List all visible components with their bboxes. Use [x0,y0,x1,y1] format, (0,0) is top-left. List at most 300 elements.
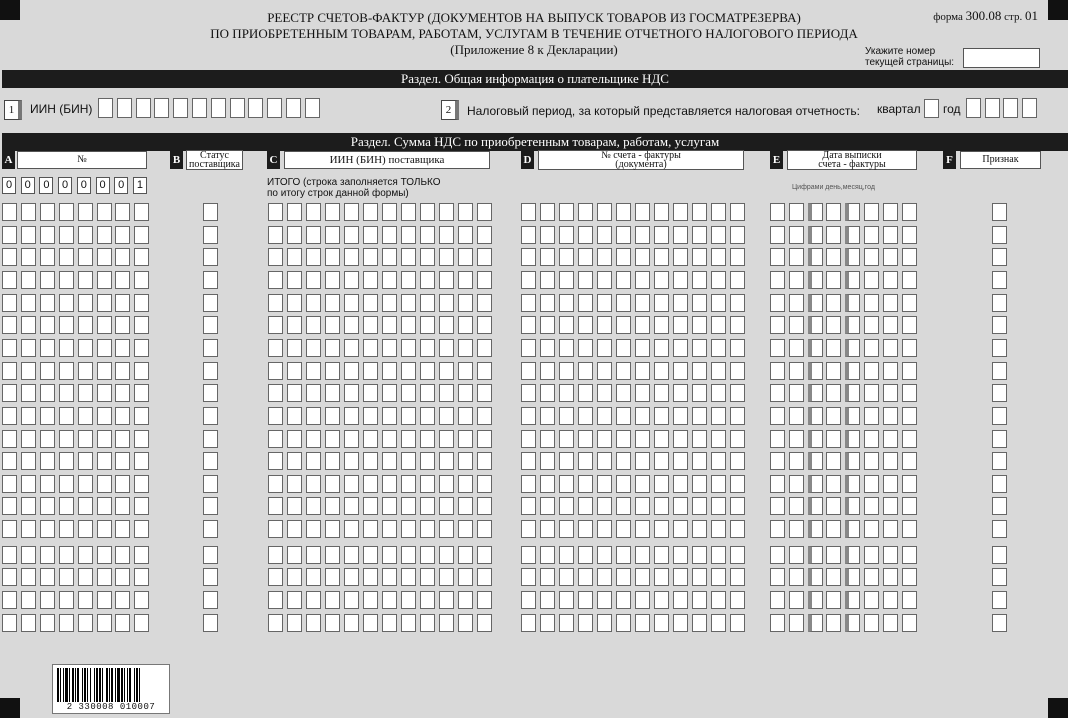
supplier-iin-cell[interactable] [268,294,283,312]
invoice-date-cell[interactable] [826,475,841,493]
number-digit-cell[interactable] [78,316,93,334]
number-digit-cell[interactable] [134,362,149,380]
supplier-iin-cell[interactable] [439,294,454,312]
invoice-date-cell[interactable] [864,294,879,312]
supplier-iin-cell[interactable] [401,568,416,586]
supplier-iin-cell[interactable] [458,407,473,425]
number-digit-cell[interactable] [40,407,55,425]
invoice-number-cell[interactable] [559,546,574,564]
invoice-date-cell[interactable] [808,294,823,312]
flag-cell[interactable] [992,248,1007,266]
invoice-date-cell[interactable] [883,430,898,448]
number-digit-cell[interactable] [2,339,17,357]
number-digit-cell[interactable] [97,430,112,448]
invoice-date-cell[interactable] [902,614,917,632]
invoice-number-cell[interactable] [597,226,612,244]
invoice-date-cell[interactable] [845,475,860,493]
number-digit-cell[interactable] [21,568,36,586]
invoice-number-cell[interactable] [616,271,631,289]
invoice-number-cell[interactable] [654,226,669,244]
invoice-date-cell[interactable] [789,271,804,289]
invoice-date-cell[interactable] [845,614,860,632]
invoice-date-cell[interactable] [826,407,841,425]
number-digit-cell[interactable] [97,614,112,632]
supplier-iin-cell[interactable] [458,452,473,470]
invoice-number-cell[interactable] [673,520,688,538]
number-digit-cell[interactable] [2,475,17,493]
supplier-iin-cell[interactable] [477,339,492,357]
number-digit-cell[interactable] [115,407,130,425]
supplier-iin-cell[interactable] [325,271,340,289]
supplier-iin-cell[interactable] [420,271,435,289]
supplier-iin-cell[interactable] [420,591,435,609]
number-digit-cell[interactable] [134,614,149,632]
number-digit-cell[interactable] [21,362,36,380]
invoice-number-cell[interactable] [521,316,536,334]
supplier-iin-cell[interactable] [439,316,454,334]
number-digit-cell[interactable] [97,384,112,402]
invoice-number-cell[interactable] [635,452,650,470]
supplier-iin-cell[interactable] [287,407,302,425]
supplier-iin-cell[interactable] [363,339,378,357]
number-digit-cell[interactable] [21,248,36,266]
supplier-iin-cell[interactable] [458,248,473,266]
invoice-date-cell[interactable] [789,248,804,266]
invoice-number-cell[interactable] [635,226,650,244]
supplier-iin-cell[interactable] [306,271,321,289]
invoice-number-cell[interactable] [616,226,631,244]
invoice-number-cell[interactable] [654,546,669,564]
invoice-number-cell[interactable] [654,271,669,289]
supplier-iin-cell[interactable] [344,614,359,632]
supplier-status-cell[interactable] [203,407,218,425]
invoice-number-cell[interactable] [692,294,707,312]
supplier-iin-cell[interactable] [458,203,473,221]
supplier-iin-cell[interactable] [401,430,416,448]
supplier-iin-cell[interactable] [420,520,435,538]
invoice-number-cell[interactable] [597,591,612,609]
supplier-iin-cell[interactable] [363,294,378,312]
supplier-status-cell[interactable] [203,568,218,586]
supplier-iin-cell[interactable] [268,430,283,448]
flag-cell[interactable] [992,520,1007,538]
number-digit-cell[interactable] [115,614,130,632]
invoice-number-cell[interactable] [521,339,536,357]
supplier-status-cell[interactable] [203,497,218,515]
supplier-iin-cell[interactable] [268,520,283,538]
supplier-iin-cell[interactable] [287,568,302,586]
invoice-date-cell[interactable] [826,546,841,564]
invoice-number-cell[interactable] [673,452,688,470]
supplier-iin-cell[interactable] [477,226,492,244]
invoice-date-cell[interactable] [789,475,804,493]
number-digit-cell[interactable] [2,614,17,632]
number-digit-cell[interactable] [134,475,149,493]
invoice-number-cell[interactable] [673,591,688,609]
invoice-number-cell[interactable] [654,294,669,312]
supplier-iin-cell[interactable] [344,248,359,266]
invoice-number-cell[interactable] [635,614,650,632]
number-digit-cell[interactable] [97,362,112,380]
supplier-iin-cell[interactable] [325,614,340,632]
supplier-iin-cell[interactable] [477,248,492,266]
number-digit-cell[interactable] [40,339,55,357]
supplier-iin-cell[interactable] [420,294,435,312]
invoice-number-cell[interactable] [635,475,650,493]
invoice-number-cell[interactable] [616,203,631,221]
supplier-status-cell[interactable] [203,475,218,493]
invoice-date-cell[interactable] [845,203,860,221]
invoice-number-cell[interactable] [559,591,574,609]
invoice-date-cell[interactable] [883,568,898,586]
invoice-number-cell[interactable] [654,614,669,632]
supplier-iin-cell[interactable] [420,203,435,221]
supplier-iin-cell[interactable] [287,384,302,402]
invoice-date-cell[interactable] [770,362,785,380]
invoice-number-cell[interactable] [597,520,612,538]
invoice-date-cell[interactable] [789,362,804,380]
invoice-number-cell[interactable] [711,591,726,609]
supplier-iin-cell[interactable] [325,362,340,380]
invoice-date-cell[interactable] [883,294,898,312]
invoice-date-cell[interactable] [826,384,841,402]
invoice-number-cell[interactable] [692,339,707,357]
invoice-number-cell[interactable] [616,475,631,493]
invoice-date-cell[interactable] [808,407,823,425]
number-digit-cell[interactable] [78,452,93,470]
supplier-iin-cell[interactable] [306,497,321,515]
number-digit-cell[interactable] [40,384,55,402]
invoice-date-cell[interactable] [789,430,804,448]
number-digit-cell[interactable] [115,475,130,493]
supplier-iin-cell[interactable] [477,316,492,334]
current-page-field[interactable] [963,48,1040,68]
supplier-iin-cell[interactable] [458,546,473,564]
invoice-date-cell[interactable] [808,362,823,380]
invoice-date-cell[interactable] [808,339,823,357]
supplier-status-cell[interactable] [203,591,218,609]
invoice-number-cell[interactable] [540,497,555,515]
supplier-iin-cell[interactable] [458,384,473,402]
number-digit-cell[interactable] [40,226,55,244]
invoice-number-cell[interactable] [711,316,726,334]
number-digit-cell[interactable] [115,226,130,244]
invoice-date-cell[interactable] [902,430,917,448]
invoice-number-cell[interactable] [635,520,650,538]
invoice-number-cell[interactable] [540,226,555,244]
supplier-iin-cell[interactable] [401,248,416,266]
supplier-iin-cell[interactable] [477,384,492,402]
invoice-number-cell[interactable] [559,520,574,538]
number-digit-cell[interactable] [40,271,55,289]
supplier-iin-cell[interactable] [306,520,321,538]
invoice-number-cell[interactable] [597,362,612,380]
supplier-iin-cell[interactable] [306,339,321,357]
supplier-iin-cell[interactable] [401,316,416,334]
supplier-status-cell[interactable] [203,520,218,538]
number-digit-cell[interactable] [134,497,149,515]
invoice-number-cell[interactable] [692,316,707,334]
invoice-date-cell[interactable] [826,452,841,470]
invoice-number-cell[interactable] [616,452,631,470]
supplier-iin-cell[interactable] [363,384,378,402]
number-digit-cell[interactable] [78,271,93,289]
invoice-date-cell[interactable] [864,546,879,564]
invoice-number-cell[interactable] [616,362,631,380]
invoice-number-cell[interactable] [597,497,612,515]
supplier-iin-cell[interactable] [325,497,340,515]
number-digit-cell[interactable] [115,384,130,402]
flag-cell[interactable] [992,407,1007,425]
number-digit-cell[interactable] [78,591,93,609]
number-digit-cell[interactable] [40,520,55,538]
invoice-number-cell[interactable] [597,271,612,289]
invoice-number-cell[interactable] [711,475,726,493]
supplier-iin-cell[interactable] [382,226,397,244]
supplier-iin-cell[interactable] [401,520,416,538]
invoice-number-cell[interactable] [673,497,688,515]
invoice-number-cell[interactable] [578,316,593,334]
invoice-number-cell[interactable] [711,568,726,586]
supplier-iin-cell[interactable] [287,294,302,312]
number-digit-cell[interactable] [97,271,112,289]
number-digit-cell[interactable] [59,520,74,538]
invoice-number-cell[interactable] [673,430,688,448]
supplier-iin-cell[interactable] [477,362,492,380]
invoice-number-cell[interactable] [635,248,650,266]
supplier-iin-cell[interactable] [287,546,302,564]
supplier-iin-cell[interactable] [306,316,321,334]
invoice-date-cell[interactable] [864,568,879,586]
year-digit-cell[interactable] [1022,98,1037,118]
number-digit-cell[interactable] [2,591,17,609]
supplier-iin-cell[interactable] [325,226,340,244]
supplier-iin-cell[interactable] [325,294,340,312]
flag-cell[interactable] [992,339,1007,357]
supplier-iin-cell[interactable] [268,226,283,244]
invoice-date-cell[interactable] [808,430,823,448]
invoice-number-cell[interactable] [521,203,536,221]
supplier-iin-cell[interactable] [477,294,492,312]
invoice-date-cell[interactable] [789,546,804,564]
flag-cell[interactable] [992,362,1007,380]
number-digit-cell[interactable] [97,203,112,221]
number-digit-cell[interactable] [78,226,93,244]
number-digit-cell[interactable] [59,614,74,632]
invoice-number-cell[interactable] [692,226,707,244]
number-digit-cell[interactable] [21,452,36,470]
supplier-iin-cell[interactable] [306,248,321,266]
invoice-date-cell[interactable] [845,520,860,538]
number-digit-cell[interactable] [97,248,112,266]
invoice-date-cell[interactable] [864,384,879,402]
invoice-number-cell[interactable] [521,294,536,312]
number-digit-cell[interactable] [97,497,112,515]
invoice-number-cell[interactable] [673,568,688,586]
invoice-date-cell[interactable] [808,316,823,334]
number-digit-cell[interactable] [134,407,149,425]
supplier-status-cell[interactable] [203,248,218,266]
supplier-iin-cell[interactable] [382,520,397,538]
supplier-iin-cell[interactable] [325,407,340,425]
number-digit-cell[interactable] [59,271,74,289]
invoice-number-cell[interactable] [711,203,726,221]
number-digit-cell[interactable] [40,203,55,221]
number-digit-cell[interactable] [115,248,130,266]
supplier-iin-cell[interactable] [439,407,454,425]
number-digit-cell[interactable] [59,362,74,380]
supplier-iin-cell[interactable] [268,271,283,289]
invoice-number-cell[interactable] [540,407,555,425]
invoice-number-cell[interactable] [597,294,612,312]
supplier-iin-cell[interactable] [306,407,321,425]
supplier-iin-cell[interactable] [458,591,473,609]
invoice-number-cell[interactable] [578,546,593,564]
invoice-number-cell[interactable] [597,384,612,402]
number-digit-cell[interactable] [59,316,74,334]
supplier-iin-cell[interactable] [382,546,397,564]
invoice-date-cell[interactable] [770,614,785,632]
invoice-date-cell[interactable] [883,316,898,334]
supplier-iin-cell[interactable] [382,475,397,493]
invoice-number-cell[interactable] [635,203,650,221]
invoice-number-cell[interactable] [730,407,745,425]
quarter-field[interactable] [924,99,939,118]
invoice-number-cell[interactable] [521,520,536,538]
supplier-iin-cell[interactable] [401,614,416,632]
number-digit-cell[interactable] [59,294,74,312]
invoice-number-cell[interactable] [540,362,555,380]
supplier-iin-cell[interactable] [363,362,378,380]
supplier-iin-cell[interactable] [268,362,283,380]
invoice-number-cell[interactable] [521,362,536,380]
supplier-iin-cell[interactable] [268,339,283,357]
supplier-status-cell[interactable] [203,294,218,312]
invoice-date-cell[interactable] [845,407,860,425]
invoice-number-cell[interactable] [616,430,631,448]
supplier-iin-cell[interactable] [439,339,454,357]
number-digit-cell[interactable] [134,226,149,244]
number-digit-cell[interactable] [40,452,55,470]
invoice-date-cell[interactable] [883,452,898,470]
invoice-date-cell[interactable] [902,248,917,266]
invoice-date-cell[interactable] [770,339,785,357]
supplier-status-cell[interactable] [203,430,218,448]
supplier-iin-cell[interactable] [382,384,397,402]
supplier-iin-cell[interactable] [477,568,492,586]
invoice-number-cell[interactable] [616,614,631,632]
supplier-iin-cell[interactable] [420,430,435,448]
invoice-number-cell[interactable] [521,568,536,586]
number-digit-cell[interactable] [59,339,74,357]
supplier-status-cell[interactable] [203,271,218,289]
supplier-iin-cell[interactable] [344,316,359,334]
invoice-date-cell[interactable] [808,591,823,609]
number-digit-cell[interactable] [59,475,74,493]
invoice-number-cell[interactable] [673,614,688,632]
supplier-iin-cell[interactable] [401,497,416,515]
supplier-iin-cell[interactable] [363,497,378,515]
invoice-date-cell[interactable] [864,339,879,357]
supplier-iin-cell[interactable] [477,203,492,221]
invoice-number-cell[interactable] [521,614,536,632]
invoice-date-cell[interactable] [826,497,841,515]
invoice-date-cell[interactable] [808,384,823,402]
invoice-date-cell[interactable] [770,248,785,266]
number-digit-cell[interactable] [115,546,130,564]
invoice-date-cell[interactable] [770,568,785,586]
number-digit-cell[interactable] [115,497,130,515]
number-digit-cell[interactable] [21,520,36,538]
number-digit-cell[interactable] [2,226,17,244]
supplier-iin-cell[interactable] [477,591,492,609]
supplier-iin-cell[interactable] [325,452,340,470]
invoice-number-cell[interactable] [578,407,593,425]
invoice-number-cell[interactable] [654,475,669,493]
supplier-iin-cell[interactable] [401,294,416,312]
supplier-iin-cell[interactable] [306,226,321,244]
invoice-number-cell[interactable] [521,271,536,289]
invoice-number-cell[interactable] [635,497,650,515]
number-digit-cell[interactable] [2,497,17,515]
invoice-number-cell[interactable] [559,384,574,402]
invoice-number-cell[interactable] [711,452,726,470]
invoice-number-cell[interactable] [616,591,631,609]
number-digit-cell[interactable] [134,339,149,357]
invoice-date-cell[interactable] [789,591,804,609]
invoice-date-cell[interactable] [826,294,841,312]
supplier-iin-cell[interactable] [287,475,302,493]
number-digit-cell[interactable] [78,568,93,586]
supplier-iin-cell[interactable] [420,226,435,244]
supplier-iin-cell[interactable] [344,384,359,402]
invoice-date-cell[interactable] [902,520,917,538]
invoice-date-cell[interactable] [864,407,879,425]
number-digit-cell[interactable] [21,614,36,632]
invoice-number-cell[interactable] [616,384,631,402]
invoice-number-cell[interactable] [654,316,669,334]
invoice-date-cell[interactable] [864,248,879,266]
invoice-number-cell[interactable] [692,591,707,609]
invoice-number-cell[interactable] [654,362,669,380]
invoice-number-cell[interactable] [635,271,650,289]
supplier-iin-cell[interactable] [344,430,359,448]
number-digit-cell[interactable] [134,384,149,402]
supplier-iin-cell[interactable] [477,475,492,493]
invoice-number-cell[interactable] [673,316,688,334]
invoice-number-cell[interactable] [654,497,669,515]
supplier-iin-cell[interactable] [477,452,492,470]
supplier-iin-cell[interactable] [382,339,397,357]
supplier-iin-cell[interactable] [420,452,435,470]
flag-cell[interactable] [992,316,1007,334]
flag-cell[interactable] [992,614,1007,632]
number-digit-cell[interactable] [97,591,112,609]
invoice-number-cell[interactable] [559,614,574,632]
supplier-iin-cell[interactable] [363,430,378,448]
invoice-date-cell[interactable] [845,430,860,448]
invoice-number-cell[interactable] [711,546,726,564]
invoice-date-cell[interactable] [864,614,879,632]
invoice-date-cell[interactable] [845,271,860,289]
number-digit-cell[interactable] [40,568,55,586]
number-digit-cell[interactable] [78,384,93,402]
invoice-number-cell[interactable] [730,475,745,493]
invoice-number-cell[interactable] [692,271,707,289]
number-digit-cell[interactable] [78,362,93,380]
supplier-iin-cell[interactable] [477,271,492,289]
invoice-number-cell[interactable] [692,203,707,221]
